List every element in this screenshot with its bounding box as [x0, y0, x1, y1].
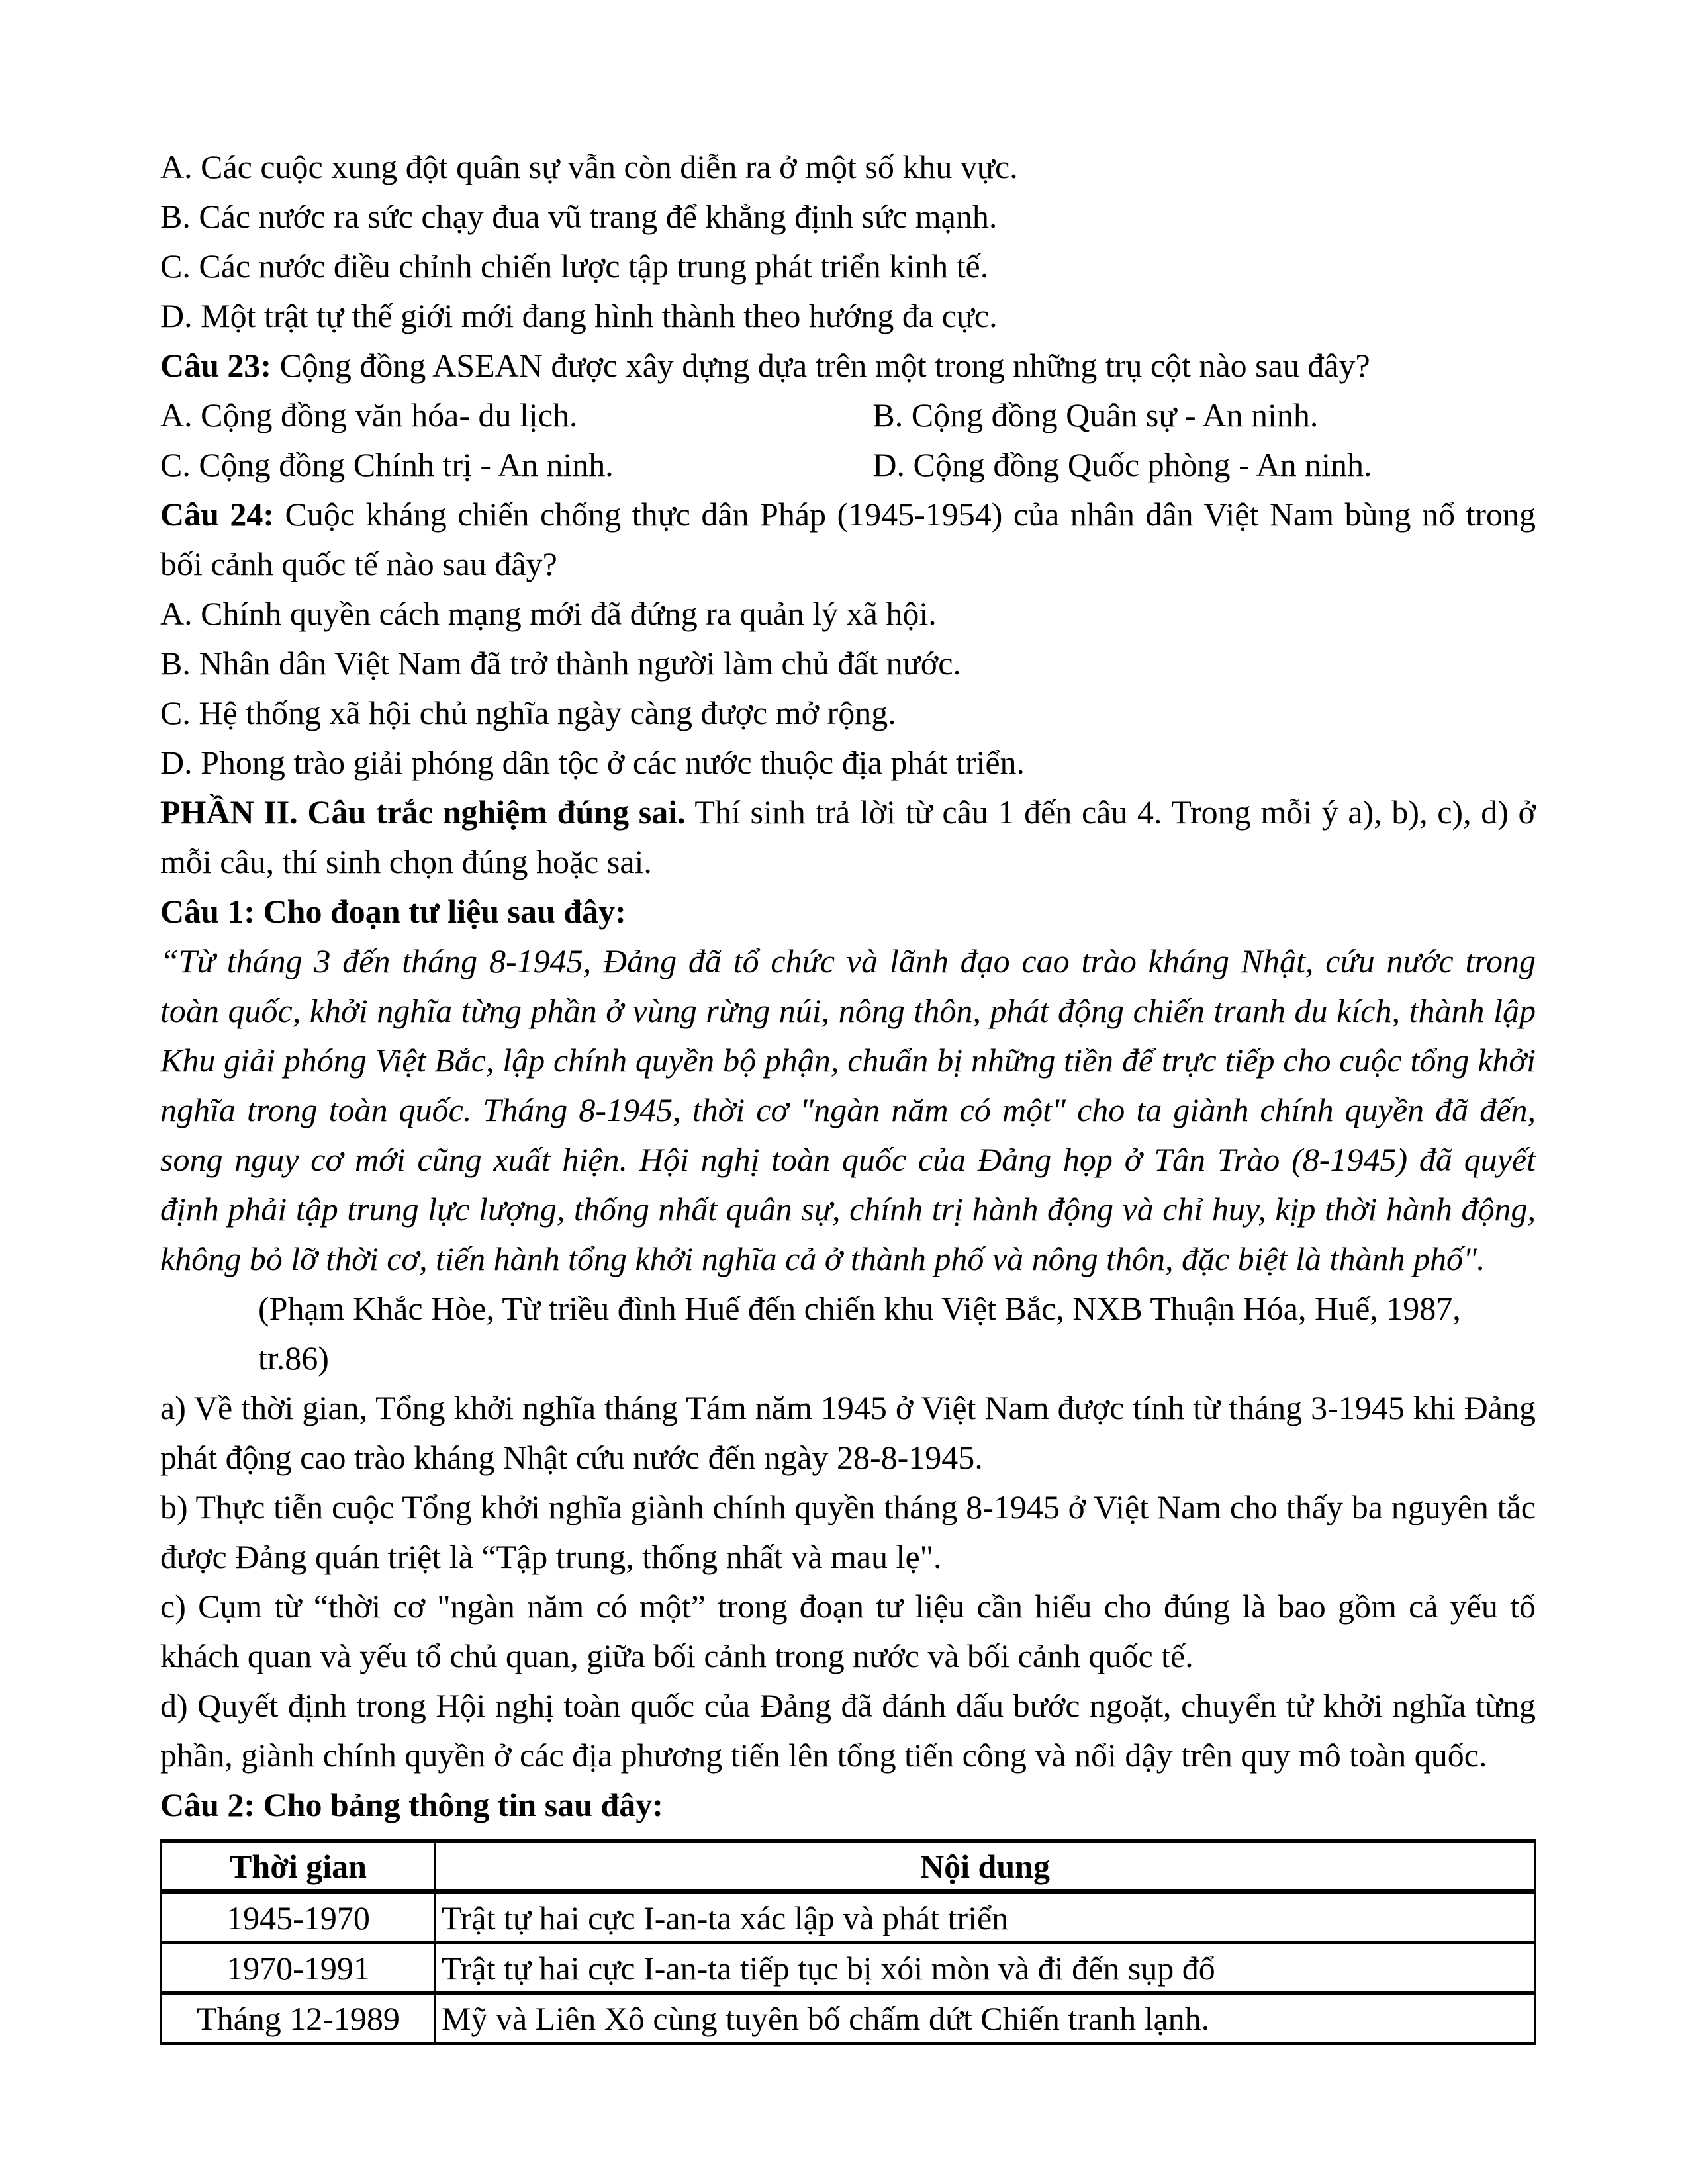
q1-heading: Câu 1: Cho đoạn tư liệu sau đây:: [160, 893, 626, 930]
info-table: [160, 1839, 1536, 2045]
table-cell-time: Tháng 12-1989: [162, 1993, 436, 2044]
q23-label: Câu 23:: [160, 347, 272, 384]
q1-item-a: a) Về thời gian, Tổng khởi nghĩa tháng Tám năm 1945 ở Việt Nam được tính từ tháng 3-1945 khi Đảng phát động cao trào kháng Nhật cứu nước đến ngày 28-8-1945.: [160, 1389, 1536, 1476]
q24-question: [160, 490, 1536, 589]
q24-option-d: D. Phong trào giải phóng dân tộc ở các nước thuộc địa phát triển.: [160, 744, 1025, 781]
part2-intro: [160, 788, 1536, 887]
table-cell-content: Mỹ và Liên Xô cùng tuyên bố chấm dứt Chiến tranh lạnh.: [436, 1993, 1535, 2044]
table-row: [162, 1993, 1535, 2044]
q22-option-a: A. Các cuộc xung đột quân sự vẫn còn diễn ra ở một số khu vực.: [160, 148, 1018, 185]
table-header-time: Thời gian: [162, 1841, 436, 1892]
q22-option-c: C. Các nước điều chỉnh chiến lược tập trung phát triển kinh tế.: [160, 248, 989, 285]
table-header-row: [162, 1841, 1535, 1892]
table-cell-content: Trật tự hai cực I-an-ta xác lập và phát triển: [436, 1892, 1535, 1943]
table-row: [162, 1943, 1535, 1993]
table-cell-time: 1945-1970: [162, 1892, 436, 1943]
q24-option-b: B. Nhân dân Việt Nam đã trở thành người làm chủ đất nước.: [160, 645, 961, 682]
table-header-content: Nội dung: [436, 1841, 1535, 1892]
q23-option-d: D. Cộng đồng Quốc phòng - An ninh.: [872, 446, 1372, 483]
q23-option-c: C. Cộng đồng Chính trị - An ninh.: [160, 446, 614, 483]
q24-option-c: C. Hệ thống xã hội chủ nghĩa ngày càng được mở rộng.: [160, 694, 896, 731]
q24-option-a: A. Chính quyền cách mạng mới đã đứng ra quản lý xã hội.: [160, 595, 937, 632]
q1-item-b: b) Thực tiễn cuộc Tổng khởi nghĩa giành chính quyền tháng 8-1945 ở Việt Nam cho thấy ba nguyên tắc được Đảng quán triệt là “Tập trung, thống nhất và mau lẹ".: [160, 1488, 1536, 1575]
q24-label: Câu 24:: [160, 496, 275, 533]
q1-quote: “Từ tháng 3 đến tháng 8-1945, Đảng đã tổ chức và lãnh đạo cao trào kháng Nhật, cứu nước trong toàn quốc, khởi nghĩa từng phần ở vùng rừng núi, nông thôn, phát động chiến tranh du kích, thành lập Khu giải phóng Việt Bắc, lập chính quyền bộ phận, chuẩn bị những tiền để trực tiếp cho cuộc tổng khởi nghĩa trong toàn quốc. Tháng 8-1945, thời cơ "ngàn năm có một" cho ta giành chính quyền đã đến, song nguy cơ mới cũng xuất hiện. Hội nghị toàn quốc của Đảng họp ở Tân Trào (8-1945) đã quyết định phải tập trung lực lượng, thống nhất quân sự, chính trị hành động và chỉ huy, kịp thời hành động, không bỏ lỡ thời cơ, tiến hành tổng khởi nghĩa cả ở thành phố và nông thôn, đặc biệt là thành phố".: [160, 942, 1536, 1277]
table-cell-content: Trật tự hai cực I-an-ta tiếp tục bị xói mòn và đi đến sụp đổ: [436, 1943, 1535, 1993]
q24-question-text: Cuộc kháng chiến chống thực dân Pháp (1945-1954) của nhân dân Việt Nam bùng nổ trong bối cảnh quốc tế nào sau đây?: [160, 496, 1536, 582]
q22-option-b: B. Các nước ra sức chạy đua vũ trang để khẳng định sức mạnh.: [160, 198, 998, 235]
q23-options-row-1: [160, 390, 1536, 440]
table-cell-time: 1970-1991: [162, 1943, 436, 1993]
part2-heading: PHẦN II. Câu trắc nghiệm đúng sai.: [160, 794, 686, 831]
q23-question: [160, 341, 1536, 390]
q1-item-d: d) Quyết định trong Hội nghị toàn quốc của Đảng đã đánh dấu bước ngoặt, chuyển tử khởi nghĩa từng phần, giành chính quyền ở các địa phương tiến lên tổng tiến công và nổi dậy trên quy mô toàn quốc.: [160, 1687, 1536, 1774]
q2-heading: Câu 2: Cho bảng thông tin sau đây:: [160, 1786, 663, 1823]
q23-option-a: A. Cộng đồng văn hóa- du lịch.: [160, 396, 578, 433]
q1-item-c: c) Cụm từ “thời cơ "ngàn năm có một” trong đoạn tư liệu cần hiểu cho đúng là bao gồm cả yếu tố khách quan và yếu tổ chủ quan, giữa bối cảnh trong nước và bối cảnh quốc tế.: [160, 1588, 1536, 1674]
q23-option-b: B. Cộng đồng Quân sự - An ninh.: [872, 396, 1319, 433]
q22-option-d: D. Một trật tự thế giới mới đang hình thành theo hướng đa cực.: [160, 297, 998, 334]
part2-instructions: Thí sinh trả lời từ câu 1 đến câu 4. Trong mỗi ý a), b), c), d) ở mỗi câu, thí sinh chọn đúng hoặc sai.: [160, 794, 1536, 880]
q23-options-row-2: [160, 440, 1536, 490]
table-row: [162, 1892, 1535, 1943]
q1-citation: (Phạm Khắc Hòe, Từ triều đình Huế đến chiến khu Việt Bắc, NXB Thuận Hóa, Huế, 1987, tr.86): [258, 1290, 1461, 1377]
q23-question-text: Cộng đồng ASEAN được xây dựng dựa trên một trong những trụ cột nào sau đây?: [279, 347, 1370, 384]
